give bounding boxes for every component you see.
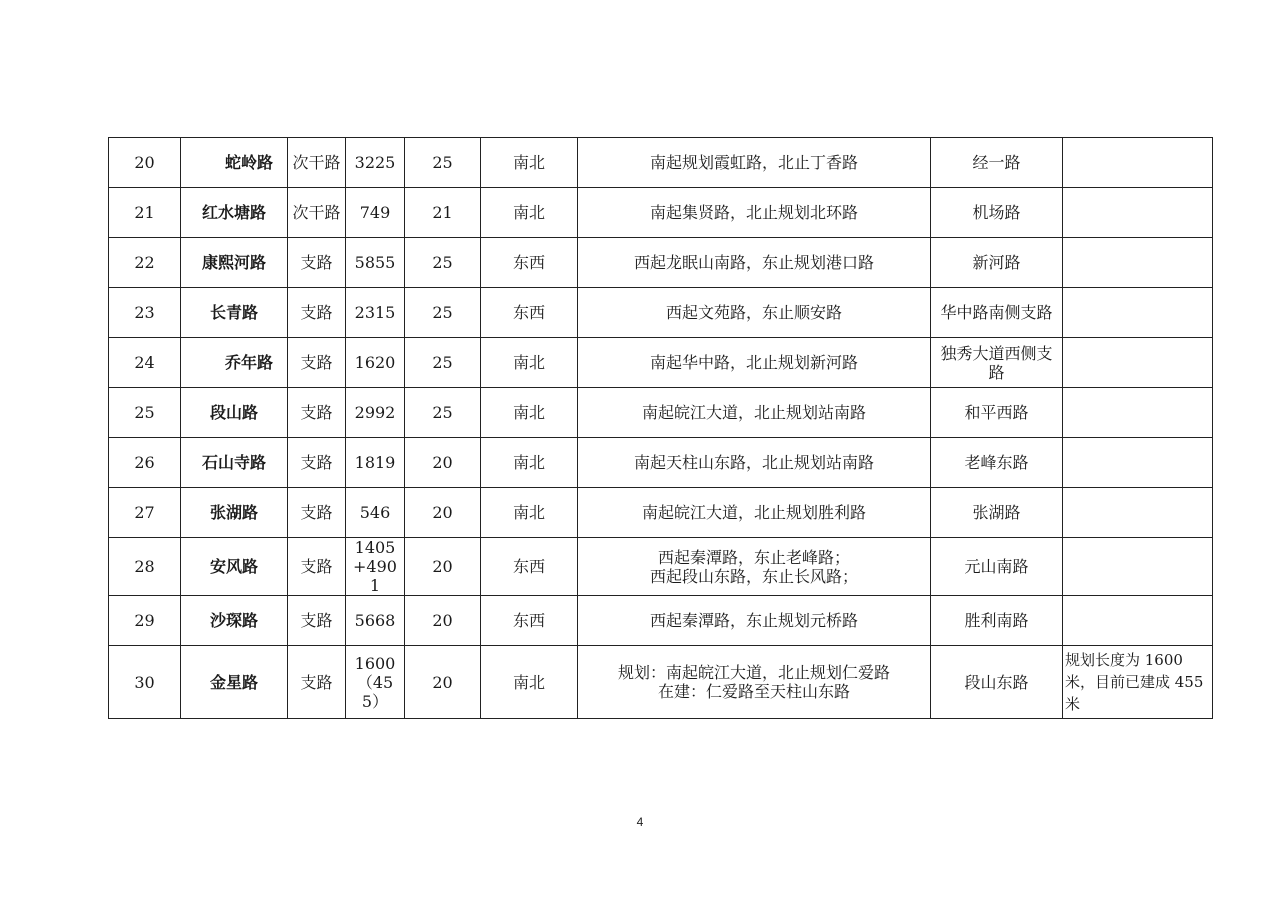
road-width: 21 [405, 188, 481, 238]
road-extent [578, 488, 931, 538]
road-note [1063, 538, 1213, 596]
road-note [1063, 288, 1213, 338]
road-direction: 南北 [481, 138, 578, 188]
row-number: 25 [109, 388, 181, 438]
road-direction: 南北 [481, 338, 578, 388]
road-direction: 东西 [481, 238, 578, 288]
road-extent-line: 西起秦潭路，东止老峰路； [657, 547, 850, 567]
road-length: 5855 [346, 238, 405, 288]
road-width: 25 [405, 288, 481, 338]
road-grade: 支路 [288, 438, 346, 488]
road-name: 安风路 [181, 538, 288, 596]
road-note [1063, 138, 1213, 188]
road-extent-line: 在建：仁爱路至天柱山东路 [657, 682, 850, 701]
road-along: 经一路 [931, 138, 1063, 188]
road-grade: 支路 [288, 338, 346, 388]
road-note: 规划长度为 1600 米，目前已建成 455 米 [1063, 646, 1213, 719]
road-along: 段山东路 [931, 646, 1063, 719]
road-along: 机场路 [931, 188, 1063, 238]
road-length: 1405+4901 [346, 538, 405, 596]
road-width: 25 [405, 338, 481, 388]
road-direction: 南北 [481, 438, 578, 488]
table-row [109, 538, 1213, 596]
row-number: 29 [109, 596, 181, 646]
road-length: 1600（455） [346, 646, 405, 719]
road-extent [578, 438, 931, 488]
road-direction: 东西 [481, 538, 578, 596]
table-row [109, 188, 1213, 238]
road-along: 和平西路 [931, 388, 1063, 438]
road-width: 25 [405, 238, 481, 288]
road-extent [578, 388, 931, 438]
road-extent-line: 西起文苑路，东止顺安路 [665, 303, 842, 322]
road-extent [578, 596, 931, 646]
road-direction: 东西 [481, 288, 578, 338]
road-width: 20 [405, 438, 481, 488]
road-note [1063, 438, 1213, 488]
road-name: 段山路 [181, 388, 288, 438]
road-extent-line: 南起华中路，北止规划新河路 [649, 353, 858, 372]
road-length: 3225 [346, 138, 405, 188]
road-name: 红水塘路 [181, 188, 288, 238]
road-grade: 支路 [288, 238, 346, 288]
table-row [109, 338, 1213, 388]
road-name: 康熙河路 [181, 238, 288, 288]
road-along: 老峰东路 [931, 438, 1063, 488]
road-note [1063, 238, 1213, 288]
table-row [109, 596, 1213, 646]
row-number: 21 [109, 188, 181, 238]
road-extent [578, 538, 931, 596]
road-along: 华中路南侧支路 [931, 288, 1063, 338]
road-width: 25 [405, 388, 481, 438]
road-extent-line: 西起秦潭路，东止规划元桥路 [649, 611, 858, 630]
row-number: 20 [109, 138, 181, 188]
road-direction: 南北 [481, 646, 578, 719]
road-length: 2992 [346, 388, 405, 438]
road-table [108, 137, 1213, 719]
road-grade: 次干路 [288, 138, 346, 188]
road-note [1063, 338, 1213, 388]
road-name: 石山寺路 [181, 438, 288, 488]
road-extent-line: 南起规划霞虹路，北止丁香路 [649, 153, 858, 172]
road-extent [578, 138, 931, 188]
road-grade: 支路 [288, 288, 346, 338]
table-row [109, 646, 1213, 719]
road-along: 胜利南路 [931, 596, 1063, 646]
road-name: 长青路 [181, 288, 288, 338]
road-name: 张湖路 [181, 488, 288, 538]
road-along: 元山南路 [931, 538, 1063, 596]
table-row [109, 438, 1213, 488]
road-grade: 支路 [288, 596, 346, 646]
road-width: 25 [405, 138, 481, 188]
road-note [1063, 388, 1213, 438]
road-extent [578, 646, 931, 719]
road-along: 独秀大道西侧支路 [931, 338, 1063, 388]
road-direction: 东西 [481, 596, 578, 646]
road-direction: 南北 [481, 388, 578, 438]
road-length: 546 [346, 488, 405, 538]
row-number: 22 [109, 238, 181, 288]
road-extent [578, 288, 931, 338]
page-number: 4 [636, 815, 644, 829]
road-along: 张湖路 [931, 488, 1063, 538]
road-extent-line: 规划：南起皖江大道，北止规划仁爱路 [617, 663, 890, 682]
table-row [109, 388, 1213, 438]
road-grade: 支路 [288, 538, 346, 596]
road-length: 5668 [346, 596, 405, 646]
road-extent-line: 西起龙眠山南路，东止规划港口路 [633, 253, 874, 272]
road-direction: 南北 [481, 488, 578, 538]
road-name: 乔年路 [181, 338, 288, 388]
road-extent-line: 西起段山东路，东止长风路； [649, 566, 858, 586]
road-name: 蛇岭路 [181, 138, 288, 188]
row-number: 28 [109, 538, 181, 596]
table-body [109, 138, 1213, 719]
road-width: 20 [405, 646, 481, 719]
road-extent [578, 238, 931, 288]
road-extent-line: 南起皖江大道，北止规划胜利路 [641, 503, 866, 522]
road-length: 1620 [346, 338, 405, 388]
road-name: 沙琛路 [181, 596, 288, 646]
road-grade: 支路 [288, 646, 346, 719]
road-extent-line: 南起天柱山东路，北止规划站南路 [633, 453, 874, 472]
road-grade: 支路 [288, 388, 346, 438]
road-extent-line: 南起集贤路，北止规划北环路 [649, 203, 858, 222]
row-number: 27 [109, 488, 181, 538]
road-width: 20 [405, 538, 481, 596]
road-extent [578, 338, 931, 388]
road-width: 20 [405, 596, 481, 646]
road-name: 金星路 [181, 646, 288, 719]
road-width: 20 [405, 488, 481, 538]
road-extent-line: 南起皖江大道，北止规划站南路 [641, 403, 866, 422]
row-number: 24 [109, 338, 181, 388]
table-row [109, 238, 1213, 288]
table-row [109, 288, 1213, 338]
row-number: 26 [109, 438, 181, 488]
row-number: 23 [109, 288, 181, 338]
road-note [1063, 188, 1213, 238]
road-length: 2315 [346, 288, 405, 338]
road-direction: 南北 [481, 188, 578, 238]
table-row [109, 138, 1213, 188]
road-length: 1819 [346, 438, 405, 488]
table-row [109, 488, 1213, 538]
road-length: 749 [346, 188, 405, 238]
road-along: 新河路 [931, 238, 1063, 288]
road-extent [578, 188, 931, 238]
road-grade: 支路 [288, 488, 346, 538]
row-number: 30 [109, 646, 181, 719]
road-note [1063, 488, 1213, 538]
road-grade: 次干路 [288, 188, 346, 238]
road-note [1063, 596, 1213, 646]
